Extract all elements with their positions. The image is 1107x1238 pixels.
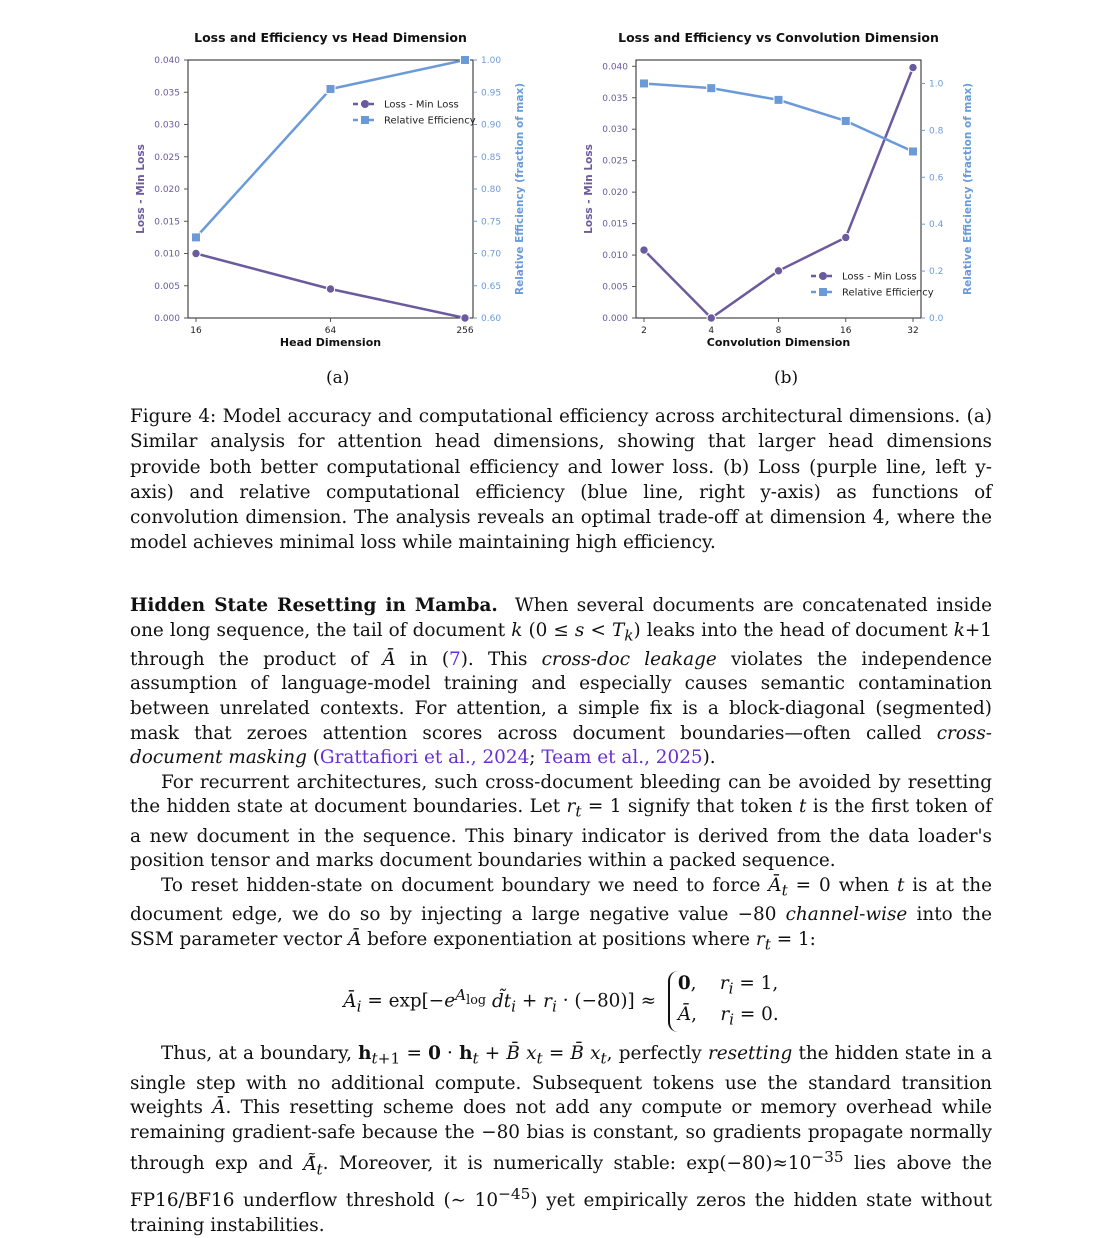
data-point-efficiency (192, 233, 201, 242)
y-tick-label: 0.025 (602, 156, 628, 167)
x-tick-label: 8 (775, 326, 782, 336)
text: ( (306, 747, 320, 769)
text: resetting (707, 1043, 793, 1065)
equation-ref-link[interactable]: 7 (449, 648, 461, 670)
paragraph-4: Thus, at a boundary, $h_{t+1} = 0 \cdot h_t$ + B̄ $x_t$ = B̄ $x_t$, perfectly resetting the hidden state in a single step with no additional compute. Subsequent tokens use the standard transition weights Ā. This resetting scheme does not add any compute or memory overhead while remaining gradient-safe because the −80 bias is constant, so gradients propagate normally through exp and $Ã̄_t$. Moreover, it is numerically stable: $\exp(-80)\approx 10^{-35}$ lies above the FP16/BF16 underflow threshold (∼ $10^{-45}$) yet empirically zeros the hidden state without training instabilities. (130, 1043, 993, 1236)
x-tick-label: 2 (641, 326, 647, 336)
paragraph-2: For recurrent architectures, such cross-document bleeding can be avoided by resetting the hidden state at document boundaries. Let $r_t = 1$ signify that token t is the first token of a new document in the sequence. This binary indicator is derived from the data loader's position tensor and marks document boundaries within a packed sequence. (130, 771, 992, 872)
legend-label-efficiency: Relative Efficiency (842, 287, 934, 299)
data-point-loss (842, 233, 850, 241)
y2-tick-label: 0.85 (481, 152, 502, 163)
text: the hidden state in a single step with no additional compute. Subsequent tokens use the standard transition weights (130, 1043, 993, 1119)
data-point-loss (461, 314, 469, 322)
data-point-efficiency (841, 116, 850, 125)
text: ). (702, 747, 716, 769)
text: through the product of (130, 648, 383, 670)
text: channel-wise (785, 904, 908, 926)
y-tick-label: 0.035 (154, 88, 180, 99)
data-point-loss (774, 267, 782, 275)
y2-axis-label: Relative Efficiency (fraction of max) (514, 82, 526, 296)
y-tick-label: 0.040 (602, 62, 628, 73)
text: For recurrent architectures, such cross-document bleeding can be avoided by resetting the hidden state at document boundaries. Let (130, 771, 992, 818)
y-tick-label: 0.035 (602, 93, 628, 104)
y-tick-label: 0.020 (154, 185, 180, 195)
subfigure-label-a: (a) (326, 368, 350, 388)
legend-label-loss: Loss - Min Loss (384, 99, 459, 111)
x-tick-label: 64 (324, 326, 337, 336)
text: ). This (460, 648, 542, 670)
x-axis-label: Head Dimension (279, 336, 382, 349)
y-tick-label: 0.025 (154, 152, 180, 163)
x-tick-label: 16 (190, 326, 202, 336)
y2-tick-label: 0.60 (481, 314, 502, 324)
data-point-loss (326, 285, 334, 293)
text: leaks into the head of document (640, 619, 954, 641)
y-tick-label: 0.010 (154, 249, 180, 260)
text: is at the document edge, we do so by injecting a large negative value −80 (130, 874, 992, 926)
equation-reset: $Ā_i = \exp[-e^{A_{log}}$ $d̃t_i + r_i \cdot (-80)] \approx 0$, $r_i = 1$, Ā, $r_i = 0$. (130, 971, 992, 1032)
chart-title: Loss and Efficiency vs Convolution Dimension (618, 30, 939, 45)
y-tick-label: 0.000 (602, 314, 628, 324)
data-point-efficiency (707, 84, 716, 93)
y2-tick-label: 0.80 (481, 185, 502, 195)
text: When several documents are concatenated inside one long sequence, the tail of document (130, 595, 992, 641)
y-tick-label: 0.040 (154, 56, 180, 66)
data-point-efficiency (461, 56, 470, 65)
y-tick-label: 0.030 (602, 125, 628, 136)
x-tick-label: 256 (456, 326, 474, 336)
y2-tick-label: 0.75 (481, 217, 502, 228)
y-axis-label: Loss - Min Loss (135, 144, 147, 234)
y2-tick-label: 0.65 (481, 281, 502, 292)
chart-title: Loss and Efficiency vs Head Dimension (194, 30, 467, 45)
subfigure-label-b: (b) (774, 368, 799, 388)
data-point-efficiency (909, 147, 918, 156)
text: ) yet empirically zeros the hidden state without training instabilities. (130, 1189, 992, 1236)
y2-tick-label: 0.90 (481, 120, 502, 131)
x-tick-label: 4 (708, 326, 715, 336)
text: cross-doc leakage (541, 648, 717, 670)
text: Thus, at a boundary, (161, 1043, 359, 1065)
y-axis-label: Loss - Min Loss (583, 144, 595, 234)
y2-tick-label: 0.6 (929, 173, 944, 184)
y2-tick-label: 0.0 (929, 314, 944, 324)
figure-caption: Figure 4: Model accuracy and computational efficiency across architectural dimensions. (a) Similar analysis for attention head dimensions, showing that larger head dimensions provide both better computational efficiency and lower loss. (b) Loss (purple line, left y-axis) and relative computational efficiency (blue line, right y-axis) as functions of convolution dimension. The analysis reveals an optimal trade-off at dimension 4, where the model achieves minimal loss while maintaining high efficiency. (130, 406, 992, 554)
series-line-efficiency (644, 83, 913, 151)
y-tick-label: 0.010 (602, 251, 628, 262)
legend-label-loss: Loss - Min Loss (842, 271, 917, 283)
y2-tick-label: 0.70 (481, 249, 502, 260)
y-tick-label: 0.000 (154, 314, 180, 324)
data-point-loss (640, 246, 648, 254)
data-point-loss (909, 63, 917, 71)
y2-tick-label: 0.8 (929, 126, 944, 137)
legend-marker-efficiency (361, 116, 369, 124)
legend-marker-loss (361, 100, 369, 108)
y2-axis-label: Relative Efficiency (fraction of max) (962, 82, 974, 296)
y-tick-label: 0.015 (154, 217, 180, 228)
data-point-efficiency (774, 95, 783, 104)
text: ; (529, 747, 542, 769)
paragraph-3: To reset hidden-state on document boundary we need to force $Ā_t = 0$ when t is at the document edge, we do so by injecting a large negative value −80 channel-wise into the SSM parameter vector Ā before exponentiation at positions where $r_t = 1$: (130, 874, 993, 954)
chart-head-dimension (130, 20, 550, 350)
text: is the first token of a new document in the sequence. This binary indicator is derived from the data loader's position tensor and marks document boundaries within a packed sequence. (130, 796, 992, 872)
citation-grattafiori[interactable]: Grattafiori et al., 2024 (319, 747, 530, 769)
x-tick-label: 16 (840, 326, 852, 336)
x-axis-label: Convolution Dimension (706, 336, 851, 349)
text: into the SSM parameter vector (130, 904, 993, 950)
data-point-loss (192, 249, 200, 257)
y2-tick-label: 0.2 (929, 267, 944, 278)
text: lies above the FP16/BF16 underflow threshold (∼ 10 (130, 1153, 992, 1211)
y-tick-label: 0.015 (602, 219, 628, 230)
text: in ( (395, 648, 450, 670)
data-point-efficiency (326, 85, 335, 94)
text: signify that token (621, 796, 800, 818)
legend-label-efficiency: Relative Efficiency (384, 115, 476, 127)
citation-team[interactable]: Team et al., 2025 (541, 747, 703, 769)
text: . This resetting scheme does not add any compute or memory overhead while remaining gradient-safe because the −80 bias is constant, so gradients propagate normally through exp and (130, 1097, 992, 1175)
data-point-loss (707, 314, 715, 322)
text: . Moreover, it is numerically stable: exp(−80)≈10 (322, 1153, 812, 1175)
y2-tick-label: 0.95 (481, 88, 502, 99)
y-tick-label: 0.020 (602, 188, 628, 199)
paragraph-1: Hidden State Resetting in Mamba. When several documents are concatenated inside one long sequence, the tail of document k $(0 \le s < T_k)$ leaks into the head of document k+1 through the product of Ā in (7). This cross-doc leakage violates the independence assumption of language-model training and especially causes semantic contamination between unrelated contexts. For attention, a simple fix is a block-diagonal (segmented) mask that zeroes attention scores across document boundaries—often called cross-document masking (Grattafiori et al., 2024; Team et al., 2025). (130, 595, 993, 769)
text: when (830, 874, 897, 896)
text: To reset hidden-state on document boundary we need to force (161, 874, 769, 896)
legend-marker-efficiency (819, 288, 827, 296)
text: cross-document masking (130, 722, 992, 769)
text: violates the independence assumption of language-model training and especially causes semantic contamination between unrelated contexts. For attention, a simple fix is a block-diagonal (segmented) mask that zeroes attention scores across document boundaries—often called (130, 648, 992, 744)
section-body (130, 594, 992, 1238)
chart-convolution-dimension (578, 20, 998, 350)
y-tick-label: 0.005 (602, 282, 628, 293)
y2-tick-label: 0.4 (929, 220, 944, 231)
section-heading: Hidden State Resetting in Mamba. (130, 595, 498, 616)
y2-tick-label: 1.0 (929, 79, 944, 90)
text: before exponentiation at positions where (361, 928, 756, 950)
y-tick-label: 0.005 (154, 281, 180, 292)
y2-tick-label: 1.00 (481, 56, 502, 66)
legend-marker-loss (819, 272, 827, 280)
x-tick-label: 32 (907, 326, 919, 336)
text: , perfectly (606, 1043, 708, 1065)
data-point-efficiency (640, 79, 649, 88)
y-tick-label: 0.030 (154, 120, 180, 131)
